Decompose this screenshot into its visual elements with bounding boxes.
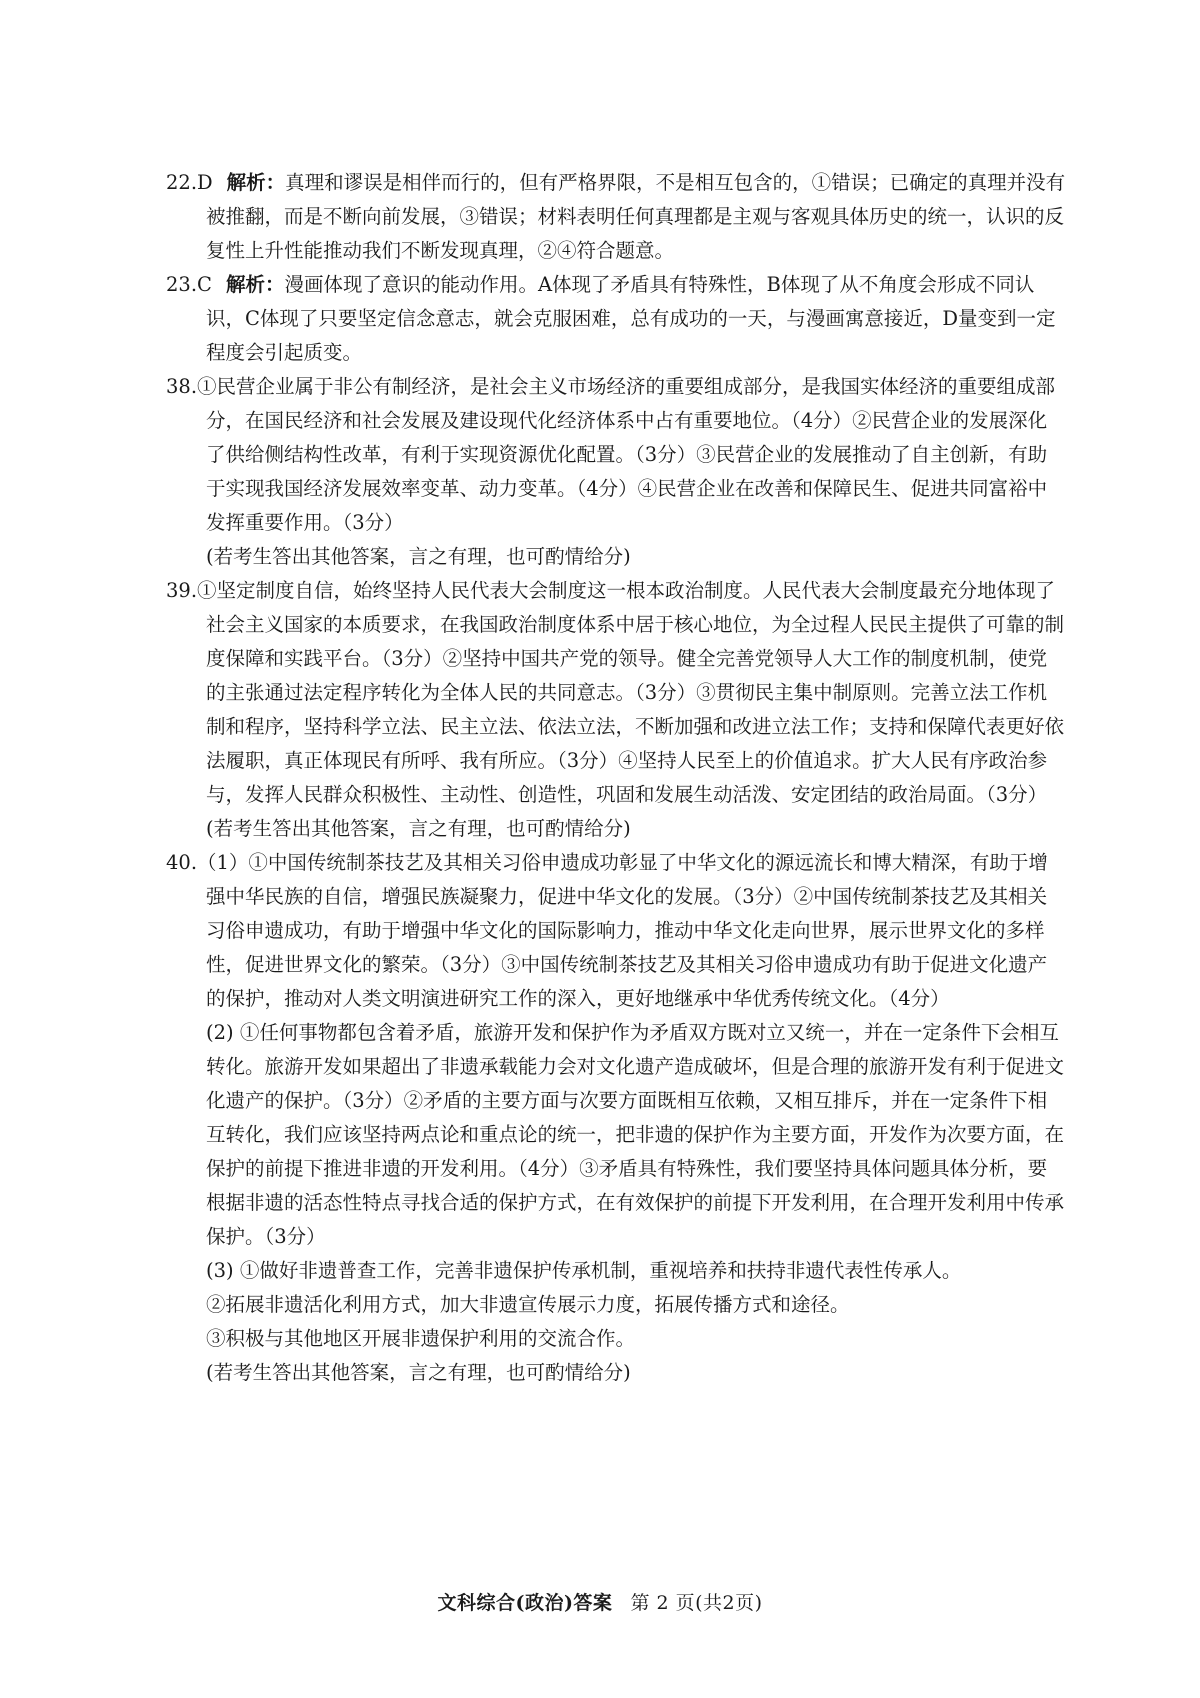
q22-text: 真理和谬误是相伴而行的，但有严格界限，不是相互包含的，①错误；已确定的真理并没有被推翻，而是不断向前发展，③错误；材料表明任何真理都是主观与客观具体历史的统一，认识的反复性上升性能推动我们不断发现真理，②④符合题意。 [206,171,1066,262]
q22-label: 解析： [226,171,286,194]
question-39 [166,574,1066,846]
q40-part2: (2) ①任何事物都包含着矛盾，旅游开发和保护作为矛盾双方既对立又统一，并在一定条件下会相互转化。旅游开发如果超出了非遗承载能力会对文化遗产造成破坏，但是合理的旅游开发有利于促进文化遗产的保护。（3分）②矛盾的主要方面与次要方面既相互依赖，又相互排斥，并在一定条件下相互转化，我们应该坚持两点论和重点论的统一，把非遗的保护作为主要方面，开发作为次要方面，在保护的前提下推进非遗的开发利用。（4分）③矛盾具有特殊性，我们要坚持具体问题具体分析，要根据非遗的活态性特点寻找合适的保护方式，在有效保护的前提下开发利用，在合理开发利用中传承保护。（3分） [206,1021,1065,1248]
q23-number: 23. [166,273,198,296]
question-38 [166,370,1066,574]
question-22 [166,166,1066,268]
q40-part3-2: ②拓展非遗活化利用方式，加大非遗宣传展示力度，拓展传播方式和途径。 [206,1293,850,1316]
question-23 [166,268,1066,370]
q22-body [166,166,1066,268]
q22-answer: D [197,171,213,194]
q40-part1-text: （1）①中国传统制茶技艺及其相关习俗申遗成功彰显了中华文化的源远流长和博大精深，有助于增强中华民族的自信，增强民族凝聚力，促进中华文化的发展。（3分）②中国传统制茶技艺及其相关习俗申遗成功，有助于增强中华文化的国际影响力，推动中华文化走向世界，展示世界文化的多样性，促进世界文化的繁荣。（3分）③中国传统制茶技艺及其相关习俗申遗成功有助于促进文化遗产的保护，推动对人类文明演进研究工作的深入，更好地继承中华优秀传统文化。（4分） [197,851,1048,1010]
q22-number: 22. [166,171,198,194]
footer-page-number: 第 2 页(共2页) [630,1592,763,1614]
footer-title: 文科综合(政治)答案 [437,1592,613,1614]
q40-note: (若考生答出其他答案，言之有理，也可酌情给分) [206,1361,631,1384]
q23-answer: C [197,273,212,296]
q23-text: 漫画体现了意识的能动作用。A体现了矛盾具有特殊性，B体现了从不角度会形成不同认识，C体现了只要坚定信念意志，就会克服困难，总有成功的一天，与漫画寓意接近，D量变到一定程度会引起质变。 [206,273,1056,364]
q23-label: 解析： [225,273,285,296]
q39-body [166,574,1066,812]
q40-part3-3: ③积极与其他地区开展非遗保护利用的交流合作。 [206,1327,636,1350]
q38-note: (若考生答出其他答案，言之有理，也可酌情给分) [206,545,631,568]
q23-body [166,268,1066,370]
q40-part1 [166,846,1066,1016]
q38-number: 38. [166,375,198,398]
answer-page [166,166,1066,1390]
q40-part3-1: (3) ①做好非遗普查工作，完善非遗保护传承机制，重视培养和扶持非遗代表性传承人。 [206,1259,962,1282]
q38-body [166,370,1066,540]
question-40 [166,846,1066,1390]
q40-number: 40. [166,851,198,874]
q39-note: (若考生答出其他答案，言之有理，也可酌情给分) [206,817,631,840]
q38-text: ①民营企业属于非公有制经济，是社会主义市场经济的重要组成部分，是我国实体经济的重要组成部分，在国民经济和社会发展及建设现代化经济体系中占有重要地位。（4分）②民营企业的发展深化了供给侧结构性改革，有利于实现资源优化配置。（3分）③民营企业的发展推动了自主创新，有助于实现我国经济发展效率变革、动力变革。（4分）④民营企业在改善和保障民生、促进共同富裕中发挥重要作用。（3分） [197,375,1056,534]
q39-text: ①坚定制度自信，始终坚持人民代表大会制度这一根本政治制度。人民代表大会制度最充分地体现了社会主义国家的本质要求，在我国政治制度体系中居于核心地位，为全过程人民民主提供了可靠的制度保障和实践平台。（3分）②坚持中国共产党的领导。健全完善党领导人大工作的制度机制，使党的主张通过法定程序转化为全体人民的共同意志。（3分）③贯彻民主集中制原则。完善立法工作机制和程序，坚持科学立法、民主立法、依法立法，不断加强和改进立法工作；支持和保障代表更好依法履职，真正体现民有所呼、我有所应。（3分）④坚持人民至上的价值追求。扩大人民有序政治参与，发挥人民群众积极性、主动性、创造性，巩固和发展生动活泼、安定团结的政治局面。（3分） [197,579,1065,806]
page-footer [0,1588,1200,1615]
q39-number: 39. [166,579,198,602]
